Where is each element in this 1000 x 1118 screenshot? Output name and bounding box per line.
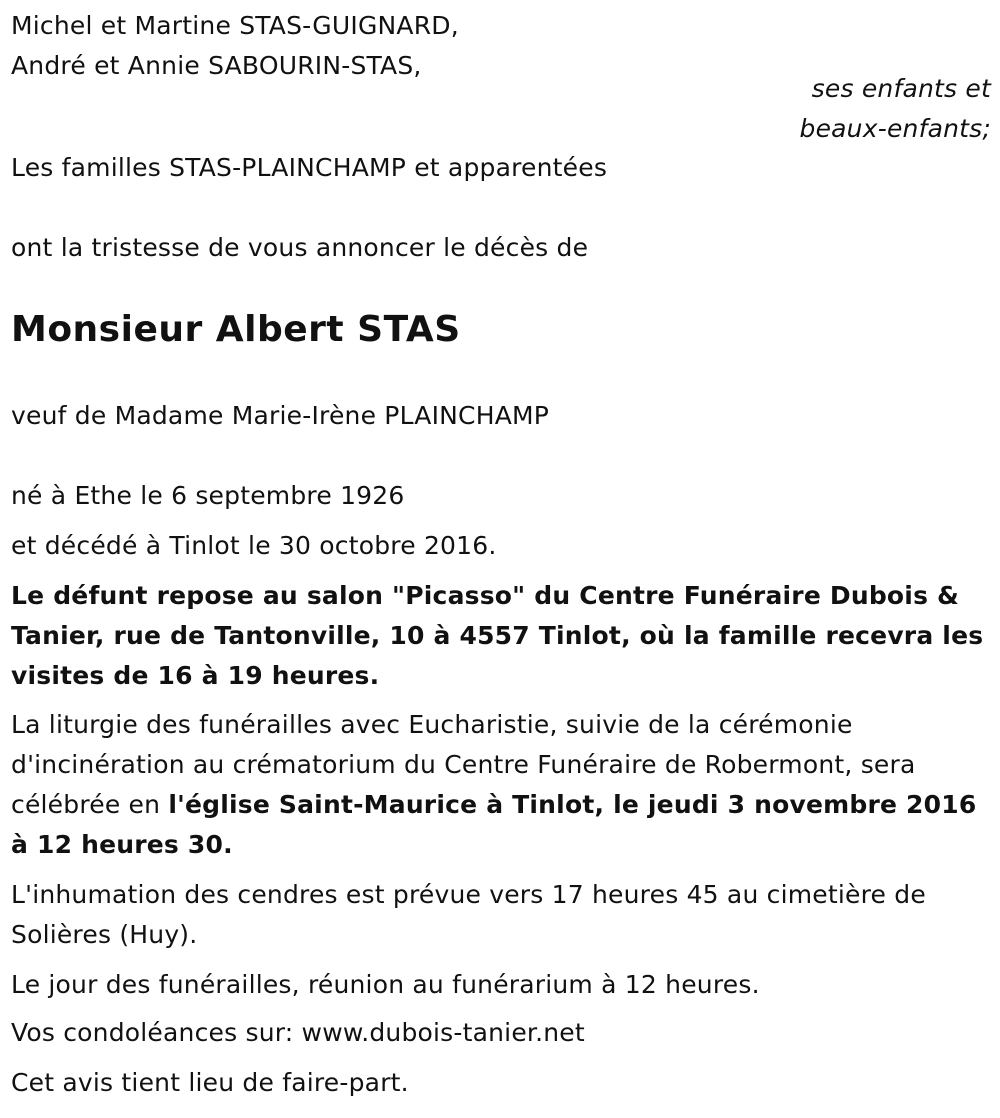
family-relation-line-1: ses enfants et	[811, 74, 991, 103]
family-relation-line-2: beaux-enfants;	[799, 114, 991, 143]
visitation-text: Le défunt repose au salon "Picasso" du Centre Funéraire Dubois & Tanier, rue de Tantonville, 10 à 4557 Tinlot, où la famille recevra les visites de 16 à 19 heures.	[11, 581, 984, 690]
birth-text: né à Ethe le 6 septembre 1926	[11, 481, 405, 510]
condolences-text: Vos condoléances sur: www.dubois-tanier.net	[11, 1018, 585, 1047]
family-line-relatives: Les familles STAS-PLAINCHAMP et apparentées	[11, 153, 608, 182]
burial-text: L'inhumation des cendres est prévue vers 17 heures 45 au cimetière de Solières (Huy).	[11, 880, 926, 949]
announcement-text: ont la tristesse de vous annoncer le décès de	[11, 233, 589, 262]
family-line-children: Michel et Martine STAS-GUIGNARD,	[11, 11, 459, 40]
liturgy-location-date: l'église Saint-Maurice à Tinlot, le jeudi 3 novembre 2016 à 12 heures 30.	[11, 790, 977, 859]
widower-text: veuf de Madame Marie-Irène PLAINCHAMP	[11, 401, 550, 430]
death-text: et décédé à Tinlot le 30 octobre 2016.	[11, 531, 497, 560]
liturgy-paragraph	[11, 705, 991, 865]
reunion-text: Le jour des funérailles, réunion au funérarium à 12 heures.	[11, 970, 760, 999]
liturgy-text: La liturgie des funérailles avec Eucharistie, suivie de la cérémonie d'incinération au crématorium du Centre Funéraire de Robermont, sera célébrée en	[11, 710, 916, 819]
notice-text: Cet avis tient lieu de faire-part.	[11, 1068, 409, 1097]
family-line-children-2: André et Annie SABOURIN-STAS,	[11, 51, 422, 80]
deceased-name: Monsieur Albert STAS	[11, 309, 461, 350]
